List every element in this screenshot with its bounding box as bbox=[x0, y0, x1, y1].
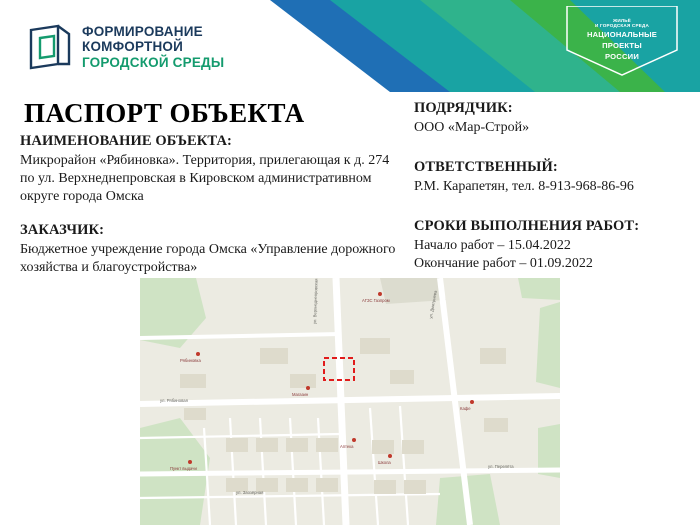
fkgs-logo-icon bbox=[28, 24, 72, 70]
field-object-name-line-2: по ул. Верхнеднепровская в Кировском административном bbox=[20, 170, 372, 186]
logo-line-2: КОМФОРТНОЙ bbox=[82, 39, 184, 55]
field-customer-line-2: хозяйства и благоустройства» bbox=[20, 259, 198, 275]
map-poi-dot bbox=[188, 460, 192, 464]
np-badge-line1: ЖИЛЬЁ bbox=[612, 18, 632, 23]
field-responsible-label: ОТВЕТСТВЕННЫЙ: bbox=[414, 158, 558, 175]
field-responsible-value bbox=[414, 178, 686, 196]
field-object-name bbox=[20, 133, 408, 206]
field-deadlines-line-1: Начало работ – 15.04.2022 bbox=[414, 237, 571, 253]
field-contractor-value bbox=[414, 119, 686, 137]
map-poi-label: Магазин bbox=[292, 392, 309, 397]
field-object-name-line-3: округе города Омска bbox=[20, 188, 144, 204]
map-poi-dot bbox=[352, 438, 356, 442]
map-poi-dot bbox=[196, 352, 200, 356]
map-canvas bbox=[140, 278, 560, 525]
np-badge-line2: И ГОРОДСКАЯ СРЕДА bbox=[595, 23, 649, 29]
map-poi-label: Рябиновка bbox=[180, 358, 201, 363]
map-poi-label: Кафе bbox=[460, 406, 471, 411]
field-responsible bbox=[414, 159, 686, 196]
fkgs-logo bbox=[28, 24, 224, 70]
national-project-badge-text bbox=[566, 18, 678, 62]
np-badge-line5: РОССИИ bbox=[605, 51, 639, 61]
map-poi-dot bbox=[306, 386, 310, 390]
right-fields-column bbox=[414, 100, 686, 287]
map-poi-dot bbox=[470, 400, 474, 404]
field-deadlines-label: СРОКИ ВЫПОЛНЕНИЯ РАБОТ: bbox=[414, 217, 640, 234]
map-poi-label: Аптека bbox=[340, 444, 354, 449]
logo-line-3: ГОРОДСКОЙ СРЕДЫ bbox=[82, 54, 225, 70]
header-banner bbox=[0, 0, 700, 92]
field-object-name-label: НАИМЕНОВАНИЕ ОБЪЕКТА: bbox=[20, 133, 232, 149]
field-deadlines-value bbox=[414, 237, 686, 273]
map-street-label: ул. Рябиновая bbox=[160, 398, 188, 403]
field-contractor-label: ПОДРЯДЧИК: bbox=[414, 100, 513, 116]
field-contractor-line-1: ООО «Мар-Строй» bbox=[414, 120, 530, 135]
field-deadlines-line-2: Окончание работ – 01.09.2022 bbox=[414, 255, 593, 271]
field-customer-line-1: Бюджетное учреждение города Омска «Управление дорожного bbox=[20, 241, 396, 257]
field-object-name-line-1: Микрорайон «Рябиновка». Территория, прилегающая к д. 274 bbox=[20, 153, 390, 168]
field-customer-value bbox=[20, 241, 408, 277]
map-street-label: ул. Перелёта bbox=[488, 464, 514, 469]
map-street-label: ул. Дмитриева bbox=[428, 290, 438, 319]
map-street-label: ул. Верхнеднепровская bbox=[312, 278, 319, 325]
field-responsible-line-1: Р.М. Карапетян, тел. 8-913-968-86-96 bbox=[414, 178, 634, 194]
field-deadlines bbox=[414, 218, 686, 273]
np-badge-line3: НАЦИОНАЛЬНЫЕ bbox=[586, 29, 658, 39]
fkgs-logo-text bbox=[82, 24, 224, 69]
map-poi-dot bbox=[388, 454, 392, 458]
field-object-name-value bbox=[20, 152, 408, 206]
left-fields-column bbox=[20, 133, 408, 287]
field-contractor bbox=[414, 100, 686, 137]
field-customer-label: ЗАКАЗЧИК: bbox=[20, 221, 105, 238]
national-project-badge bbox=[566, 6, 678, 78]
logo-line-1: ФОРМИРОВАНИЕ bbox=[82, 24, 203, 40]
map-poi-label: АГЗС Газпром bbox=[362, 298, 390, 303]
map-poi-label: Пункт выдачи bbox=[170, 466, 197, 471]
page-title: ПАСПОРТ ОБЪЕКТА bbox=[24, 98, 305, 128]
field-customer bbox=[20, 222, 408, 277]
map-poi-dot bbox=[378, 292, 382, 296]
map-street-label: ул. Заозёрная bbox=[236, 490, 264, 495]
np-badge-line4: ПРОЕКТЫ bbox=[602, 40, 642, 50]
location-map[interactable] bbox=[140, 278, 560, 525]
map-poi-label: Школа bbox=[378, 460, 391, 465]
